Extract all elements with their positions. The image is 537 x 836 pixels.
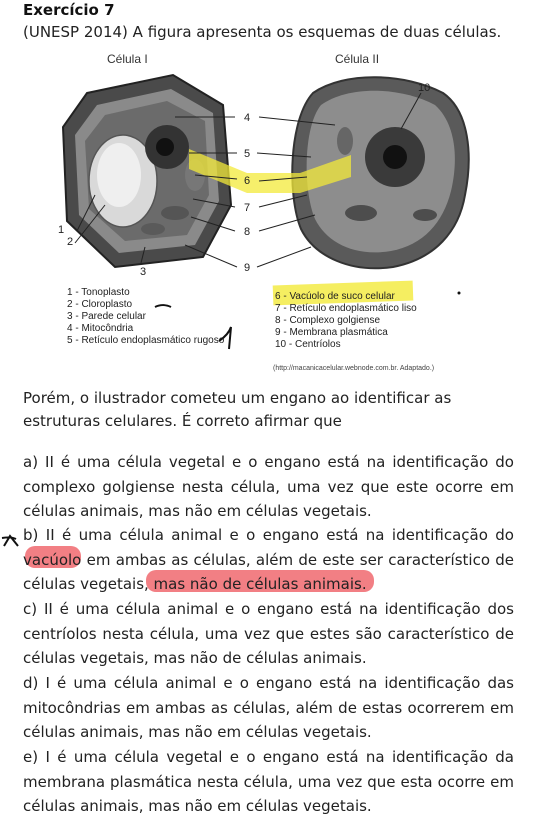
- cell-1-label: Célula I: [107, 52, 148, 66]
- option-b-text: II é uma célula animal e o engano está na identificação do vacúolo em ambas as células, além de este ser característico de células vegetais, mas não de células animais.: [23, 526, 514, 593]
- option-b-letter: b): [23, 526, 39, 544]
- question-intro: Porém, o ilustrador cometeu um engano ao identificar as estruturas celulares. É correto afirmar que: [23, 389, 452, 430]
- pointer-7: 7: [244, 202, 251, 214]
- legend-item-5: 5 - Retículo endoplasmático rugoso: [67, 335, 225, 346]
- option-a-letter: a): [23, 453, 39, 471]
- option-c-letter: c): [23, 600, 38, 618]
- cell-2-label: Célula II: [335, 52, 380, 66]
- pointer-4: 4: [244, 112, 251, 124]
- option-a[interactable]: [23, 450, 514, 524]
- exercise-title: Exercício 7: [23, 1, 115, 19]
- ink-dash-mark: [155, 305, 171, 307]
- option-e-letter: e): [23, 748, 39, 766]
- pointer-1: 1: [58, 224, 65, 236]
- option-a-text: II é uma célula vegetal e o engano está na identificação do complexo golgiense nesta célula, uma vez que este ocorre em células animais, mas não em células vegetais.: [23, 453, 514, 520]
- ink-answer-mark: [0, 530, 24, 552]
- option-e-text: I é uma célula vegetal e o engano está na identificação da membrana plasmática nesta célula, uma vez que esta ocorre em células animais, mas não em células vegetais.: [23, 748, 514, 815]
- legend-item-9: 9 - Membrana plasmática: [275, 327, 388, 338]
- legend-item-6: 6 - Vacúolo de suco celular: [275, 291, 395, 302]
- option-d-letter: d): [23, 674, 39, 692]
- legend-item-2: 2 - Cloroplasto: [67, 299, 133, 310]
- option-c-text: II é uma célula animal e o engano está na identificação dos centríolos nesta célula, uma vez que estes são característico de células vegetais, mas não de células animais.: [23, 600, 514, 667]
- pointer-3: 3: [140, 266, 147, 278]
- legend-item-10: 10 - Centríolos: [275, 339, 341, 350]
- pointer-2: 2: [67, 236, 74, 248]
- option-d-text: I é uma célula animal e o engano está na identificação das mitocôndrias em ambas as células, além de estas ocorrerem em células animais, mas não em células vegetais.: [23, 674, 514, 741]
- legend-item-8: 8 - Complexo golgiense: [275, 315, 381, 326]
- ink-dot: [458, 292, 461, 295]
- option-b[interactable]: [23, 523, 514, 597]
- pointer-9: 9: [244, 262, 251, 274]
- legend-item-1: 1 - Tonoplasto: [67, 287, 130, 298]
- option-c[interactable]: [23, 597, 514, 671]
- figure-credit: (http://macanicacelular.webnode.com.br. Adaptado.): [273, 365, 435, 372]
- pointer-5: 5: [244, 148, 251, 160]
- legend-item-7: 7 - Retículo endoplasmático liso: [275, 303, 417, 314]
- option-e[interactable]: [23, 745, 514, 819]
- cell-diagram-figure: [45, 45, 495, 385]
- pointer-6: 6: [244, 175, 251, 187]
- option-d[interactable]: [23, 671, 514, 745]
- legend-item-3: 3 - Parede celular: [67, 311, 146, 322]
- question-source-line: (UNESP 2014) A figura apresenta os esquemas de duas células.: [23, 23, 502, 41]
- pointer-10: 10: [418, 82, 431, 94]
- pointer-8: 8: [244, 226, 251, 238]
- legend-item-4: 4 - Mitocôndria: [67, 323, 134, 334]
